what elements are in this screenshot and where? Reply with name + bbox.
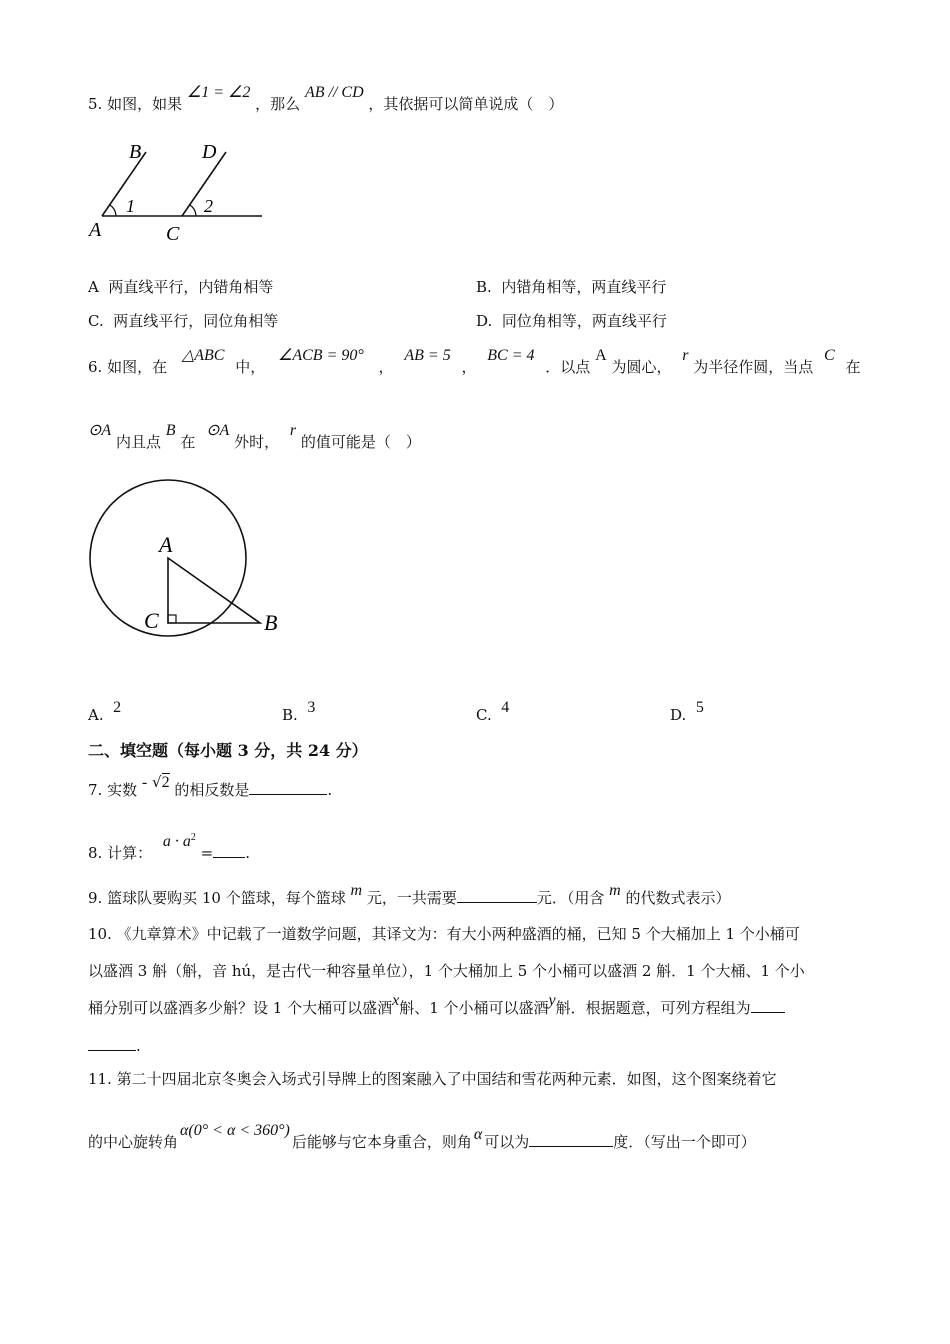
angle-2-arc	[190, 205, 196, 216]
q11-line1: 11. 第二十四届北京冬奥会入场式引导牌上的图案融入了中国结和雪花两种元素．如图，这个图案绕着它	[88, 1070, 777, 1088]
label-angle-1: 1	[126, 196, 135, 216]
q5-option-c[interactable]: C. 两直线平行，同位角相等	[88, 312, 279, 330]
q6-option-d[interactable]: D. 5	[670, 699, 704, 724]
q10-line2: 以盛酒 3 斛（斛，音 hú，是古代一种容量单位），1 个大桶加上 5 个小桶可以盛酒 2 斛．1 个大桶、1 个小	[88, 962, 805, 980]
q10-answer-blank-1[interactable]	[751, 998, 785, 1013]
label-b: B	[264, 610, 278, 635]
q6-option-c[interactable]: C. 4	[476, 699, 510, 724]
q5-condition: ∠1 = ∠2	[186, 84, 251, 101]
q9-stem: 9. 篮球队要购买 10 个篮球，每个篮球 m 元，一共需要 元．（用含 m 的代数式表示）	[88, 882, 731, 907]
q5-stem: 5. 如图，如果 ∠1 = ∠2 ，那么 AB // CD ，其依据可以简单说成（ ）	[88, 84, 564, 113]
q6-stem-line1: 6. 如图，在 △ABC 中， ∠ACB = 90° ， AB = 5 ， BC = 4 ．以点 A 为圆心， r 为半径作圆，当点 C 在	[88, 347, 861, 376]
q5-option-a[interactable]: A 两直线平行，内错角相等	[88, 278, 274, 296]
q5-conclusion: AB // CD	[304, 84, 364, 101]
q6-figure	[84, 478, 294, 648]
q11-line2: 的中心旋转角α(0° < α < 360°)后能够与它本身重合，则角 α 可以为 度．（写出一个即可）	[88, 1122, 756, 1151]
q7-answer-blank[interactable]	[249, 780, 327, 795]
q5-option-b[interactable]: B. 内错角相等，两直线平行	[476, 278, 667, 296]
q10-line4: .	[88, 1036, 141, 1056]
label-angle-2: 2	[204, 196, 213, 216]
label-b: B	[129, 141, 142, 163]
q10-line3: 桶分别可以盛酒多少斛？设 1 个大桶可以盛酒x斛、1 个小桶可以盛酒y斛．根据题意，可列方程组为	[88, 998, 785, 1019]
label-c: C	[144, 608, 159, 633]
q5-option-d[interactable]: D. 同位角相等，两直线平行	[476, 312, 667, 330]
q10-line1: 10. 《九章算术》中记载了一道数学问题，其译文为：有大小两种盛酒的桶，已知 5 个大桶加上 1 个小桶可	[88, 925, 800, 943]
q6-option-b[interactable]: B. 3	[282, 699, 316, 724]
q8-answer-blank[interactable]	[213, 843, 245, 858]
triangle-abc	[168, 558, 260, 623]
label-c: C	[166, 223, 180, 245]
q5-figure	[84, 138, 274, 248]
q10-answer-blank-2[interactable]	[88, 1036, 136, 1051]
label-a: A	[159, 532, 173, 557]
right-angle-mark	[168, 615, 176, 623]
q11-answer-blank[interactable]	[529, 1132, 613, 1147]
angle-1-arc	[110, 205, 116, 216]
q7-stem: 7. 实数 - √2 的相反数是 .	[88, 773, 333, 799]
sqrt-symbol: √2	[152, 773, 170, 791]
section-fill-in-title: 二、填空题（每小题 3 分，共 24 分）	[88, 741, 368, 760]
label-a: A	[89, 219, 102, 241]
q6-stem-line2: ⊙A 内且点 B 在 ⊙A 外时， r 的值可能是（ ）	[88, 422, 421, 451]
q9-answer-blank[interactable]	[457, 888, 537, 903]
label-d: D	[202, 141, 217, 163]
q8-stem: 8. 计算： $a \cdot a^2$ = .	[88, 832, 251, 862]
q6-option-a[interactable]: A. 2	[88, 699, 122, 724]
